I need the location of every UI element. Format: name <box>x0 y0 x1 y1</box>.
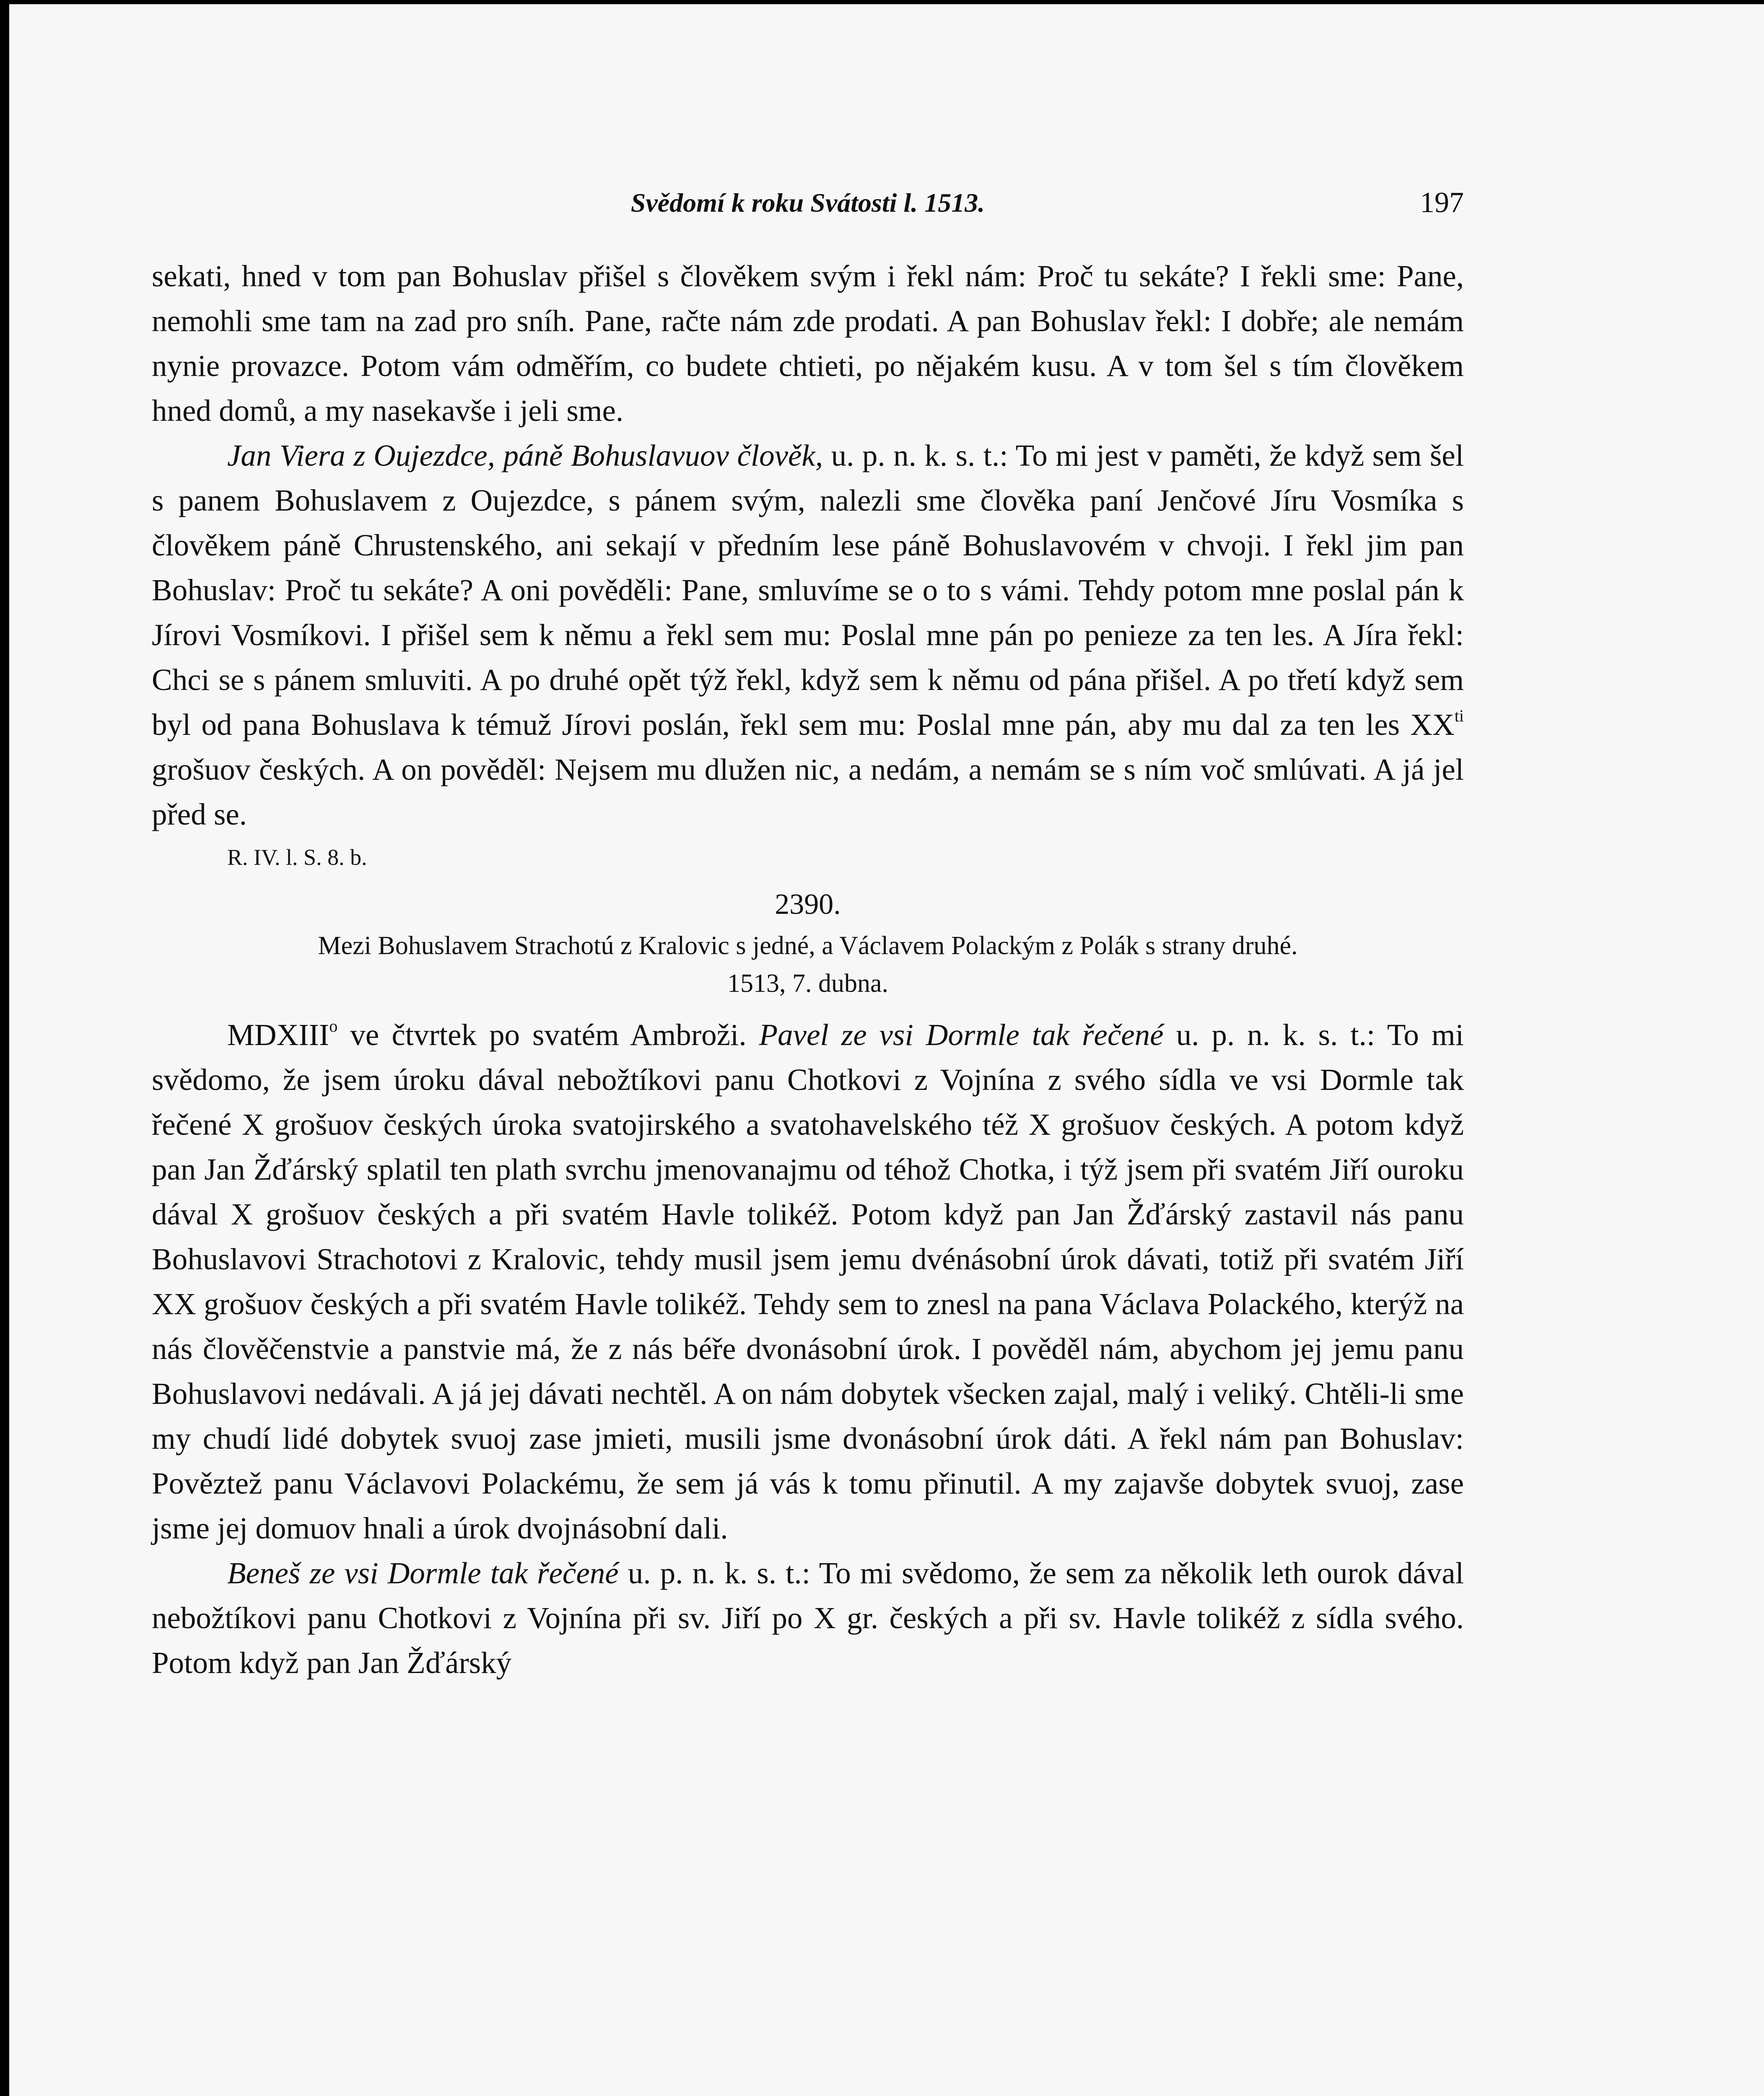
testimony-text: u. p. n. k. s. t.: To mi svědomo, že jsem úroku dával nebožtíkovi panu Chotkovi z Vojnína z svého sídla ve vsi Dormle tak řečené X grošuov českých úroka svatojirského a svatohavelského též X grošuov českých. A potom když pan Jan Žďárský splatil ten plath svrchu jmenovanajmu od téhož Chotka, i týž jsem při svatém Jiří ouroku dával X grošuov českých a při svatém Havle tolikéž. Potom když pan Jan Žďárský zastavil nás panu Bohuslavovi Strachotovi z Kralovic, tehdy musil jsem jemu dvénásobní úrok dávati, totiž při svatém Jiří XX grošuov českých a při svatém Havle tolikéž. Tehdy sem to znesl na pana Václava Polackého, kterýž na nás člověčenstvie a panstvie má, že z nás béře dvonásobní úrok. I pověděl nám, abychom jej jemu panu Bohuslavovi nedávali. A já jej dávati nechtěl. A on nám dobytek všecken zajal, malý i veliký. Chtěli-li sme my chudí lidé dobytek svuoj zase jmieti, musili jsme dvonásobní úrok dáti. A řekl nám pan Bohuslav: Pověztež panu Václavovi Polackému, že sem já vás k tomu přinutil. A my zajavše dobytek svuoj, zase jsme jej domuov hnali a úrok dvojnásobní dali. <box>152 1018 1464 1545</box>
document-number: 2390. <box>775 888 841 921</box>
witness-name: Beneš ze vsi Dormle tak řečené <box>227 1556 619 1590</box>
page-header <box>152 172 1464 235</box>
testimony-jan-viera <box>152 433 1464 837</box>
superscript: o <box>329 1016 338 1035</box>
testimony-pavel <box>152 1012 1464 1551</box>
witness-name: Jan Viera z Oujezdce, páně Bohuslavuov člověk, <box>227 438 823 472</box>
document-summary: Mezi Bohuslavem Strachotú z Kralovic s jedné, a Václavem Polackým z Polák s strany druhé. <box>318 931 1298 960</box>
page-number: 197 <box>1420 187 1464 219</box>
testimony-text: u. p. n. k. s. t.: To mi jest v paměti, že když sem šel s panem Bohuslavem z Oujezdce, s pánem svým, nalezli sme člověka paní Jenčové Jíru Vosmíka s člověkem páně Chrustenského, ani sekají v předním lese páně Bohuslavovém v chvoji. I řekl jim pan Bohuslav: Proč tu sekáte? A oni pověděli: Pane, smluvíme se o to s vámi. Tehdy potom mne poslal pán k Jírovi Vosmíkovi. I přišel sem k němu a řekl sem mu: Poslal mne pán po penieze za ten les. A Jíra řekl: Chci se s pánem smluviti. A po druhé opět týž řekl, když sem k němu od pána přišel. A po třetí když sem byl od pana Bohuslava k témuž Jírovi poslán, řekl sem mu: Poslal mne pán, aby mu dal za ten les XX <box>152 438 1464 742</box>
testimony-text-end: grošuov českých. A on pověděl: Nejsem mu dlužen nic, a nedám, a nemám se s ním voč smlúvati. A já jel před se. <box>152 752 1464 831</box>
running-title: Svědomí k roku Svátosti l. 1513. <box>630 188 985 218</box>
date-text: ve čtvrtek po svatém Ambroži. <box>337 1018 759 1052</box>
scanned-page <box>9 4 1764 2096</box>
testimony-text: u. p. n. k. s. t.: To mi svědomo, že sem za několik leth ourok dával nebožtíkovi panu Chotkovi z Vojnína při sv. Jiří po X gr. českých a při sv. Havle tolikéž z sídla svého. Potom když pan Jan Žďárský <box>152 1556 1464 1680</box>
testimony-benes <box>152 1551 1464 1685</box>
source-reference: R. IV. l. S. 8. b. <box>227 845 367 870</box>
date-roman: MDXIII <box>227 1018 329 1052</box>
page-body <box>152 172 1464 1685</box>
document-date: 1513, 7. dubna. <box>727 969 889 998</box>
witness-name: Pavel ze vsi Dormle tak řečené <box>759 1018 1164 1052</box>
superscript: ti <box>1454 706 1464 725</box>
paragraph-continuation: sekati, hned v tom pan Bohuslav přišel s člověkem svým i řekl nám: Proč tu sekáte? I řekli sme: Pane, nemohli sme tam na zad pro sníh. Pane, račte nám zde prodati. A pan Bohuslav řekl: I dobře; ale nemám nynie provazce. Potom vám odměřím, co budete chtieti, po nějakém kusu. A v tom šel s tím člověkem hned domů, a my nasekavše i jeli sme. <box>152 259 1464 428</box>
